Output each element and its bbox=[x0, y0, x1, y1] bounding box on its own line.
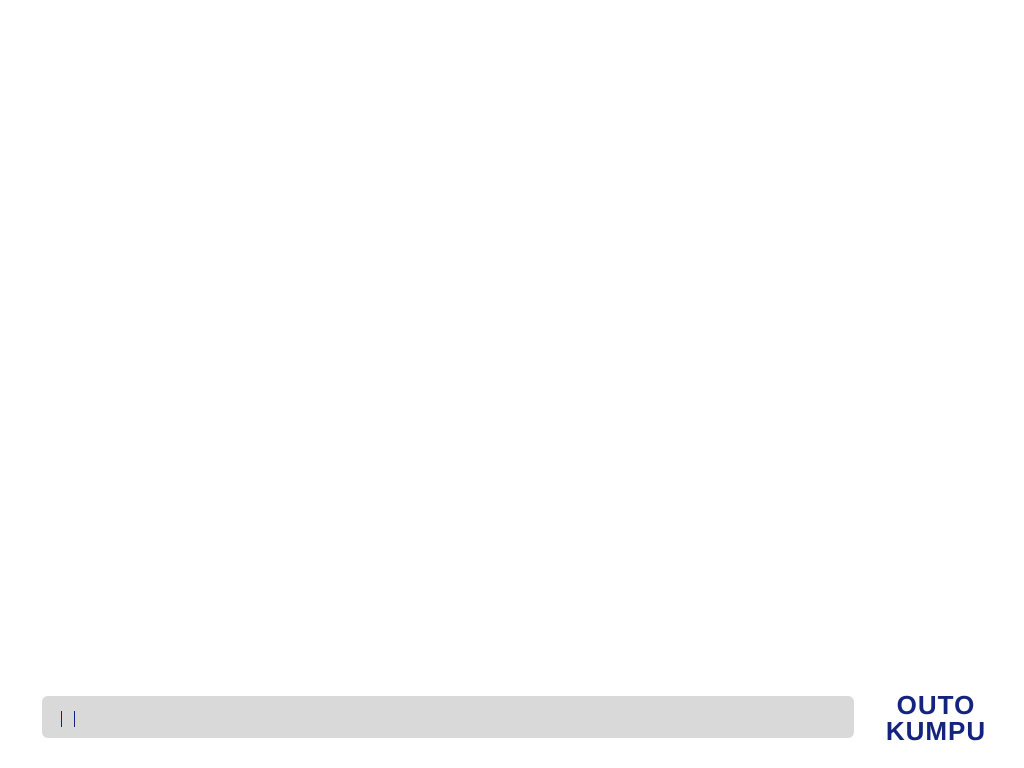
footer-separator bbox=[61, 711, 62, 727]
footer-bar bbox=[42, 696, 854, 738]
outokumpu-logo bbox=[880, 690, 992, 742]
svg-text:OUTO: OUTO bbox=[896, 690, 976, 720]
svg-text:KUMPU: KUMPU bbox=[885, 716, 987, 742]
footer bbox=[55, 710, 81, 727]
footer-separator bbox=[74, 711, 75, 727]
